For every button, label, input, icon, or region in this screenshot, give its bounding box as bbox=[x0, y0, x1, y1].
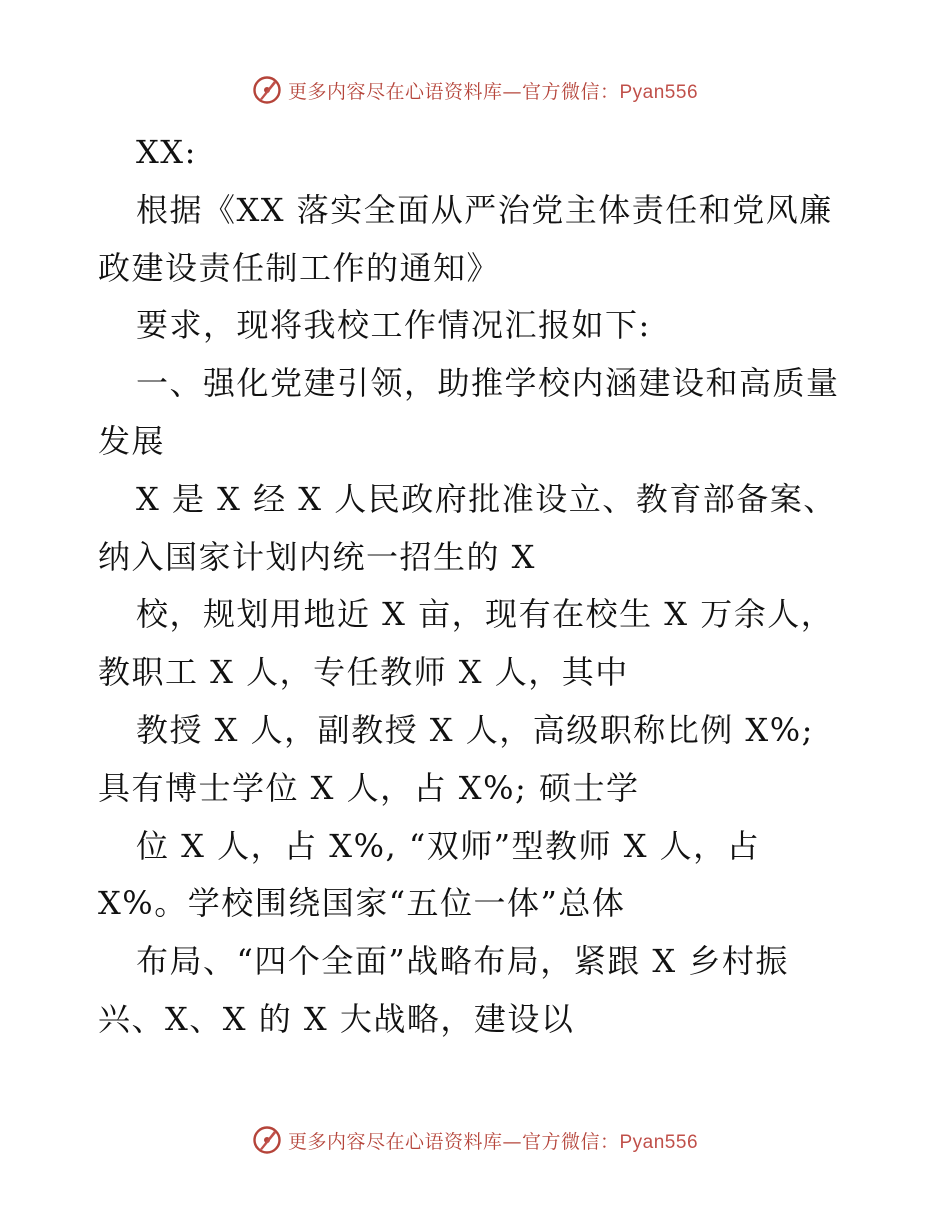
document-body bbox=[98, 124, 858, 1049]
quill-pen-circle-icon bbox=[252, 1125, 282, 1155]
text-line: 教授 X 人，副教授 X 人，高级职称比例 X%; bbox=[136, 710, 814, 749]
wechat-id: Pyan556 bbox=[619, 1131, 699, 1153]
text-line: 发展 bbox=[98, 421, 166, 460]
footer-watermark bbox=[0, 1120, 950, 1160]
text-line: 具有博士学位 X 人，占 X%; 硕士学 bbox=[98, 768, 640, 807]
text-line: 位 X 人，占 X%, “双师”型教师 X 人，占 bbox=[136, 826, 761, 865]
text-line: X 是 X 经 X 人民政府批准设立、教育部备案、 bbox=[136, 479, 837, 518]
text-line: 纳入国家计划内统一招生的 X bbox=[98, 537, 536, 576]
text-line: 校，规划用地近 X 亩，现有在校生 X 万余人， bbox=[136, 595, 835, 634]
text-line: 要求，现将我校工作情况汇报如下: bbox=[136, 306, 651, 345]
quill-pen-circle-icon bbox=[252, 75, 282, 105]
watermark-text: 更多内容尽在心语资料库—官方微信：Pyan556 bbox=[287, 80, 699, 103]
text-line: 政建设责任制工作的通知》 bbox=[98, 248, 501, 287]
text-line: 兴、X、X 的 X 大战略，建设以 bbox=[98, 999, 575, 1038]
text-line: 教职工 X 人，专任教师 X 人，其中 bbox=[98, 653, 629, 692]
header-watermark bbox=[0, 70, 950, 110]
text-line: XX: bbox=[136, 133, 197, 171]
text-line: 一、强化党建引领，助推学校内涵建设和高质量 bbox=[136, 364, 840, 403]
wechat-id: Pyan556 bbox=[619, 81, 699, 103]
text-line: X%。学校围绕国家“五位一体”总体 bbox=[98, 884, 626, 923]
text-line: 布局、“四个全面”战略布局，紧跟 X 乡村振 bbox=[136, 942, 789, 981]
watermark-text: 更多内容尽在心语资料库—官方微信：Pyan556 bbox=[287, 1130, 699, 1153]
text-line: 根据《XX 落实全面从严治党主体责任和党风廉 bbox=[136, 190, 833, 229]
